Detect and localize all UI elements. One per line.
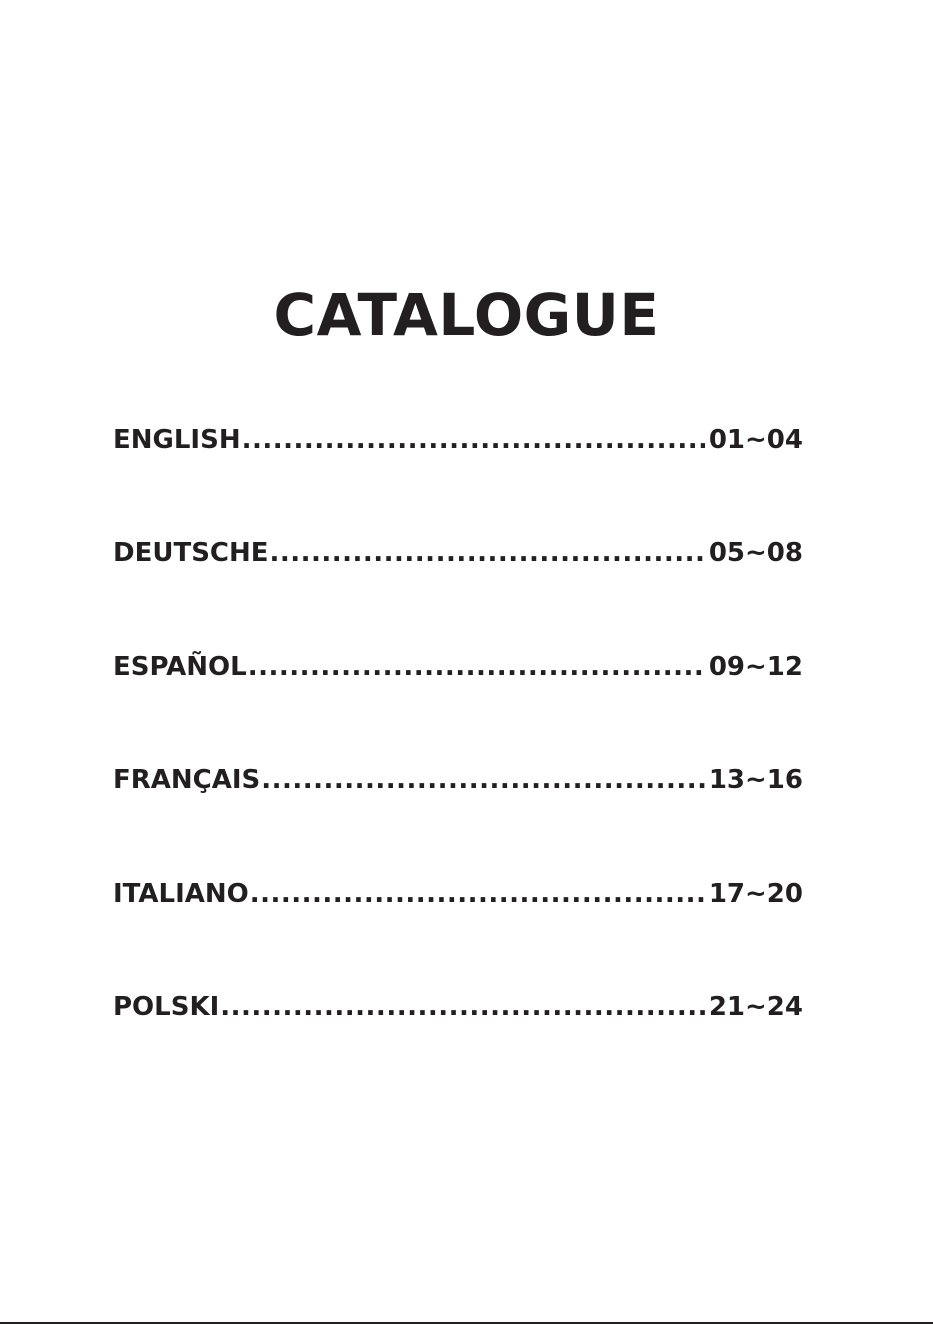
toc-entry-label: ITALIANO [113, 878, 249, 909]
toc-entry-italiano[interactable] [113, 874, 803, 987]
toc-entry-pages: 21~24 [708, 991, 803, 1022]
toc-entry-label: POLSKI [113, 991, 220, 1022]
table-of-contents [113, 420, 803, 1100]
dot-leader [220, 987, 705, 1027]
page-title: CATALOGUE [273, 281, 660, 349]
toc-entry-deutsche[interactable] [113, 533, 803, 646]
toc-entry-label: DEUTSCHE [113, 538, 269, 569]
dot-leader [248, 647, 705, 687]
toc-entry-polski[interactable] [113, 987, 803, 1100]
toc-entry-francais[interactable] [113, 760, 803, 873]
toc-entry-espanol[interactable] [113, 647, 803, 760]
toc-entry-pages: 01~04 [708, 425, 803, 455]
toc-entry-label: ENGLISH [113, 425, 241, 455]
toc-entry-label: FRANÇAIS [113, 765, 261, 796]
toc-entry-label: ESPAÑOL [113, 651, 247, 682]
dot-leader [261, 760, 705, 800]
toc-entry-english[interactable] [113, 420, 803, 533]
toc-entry-pages: 13~16 [708, 765, 803, 796]
toc-entry-pages: 17~20 [708, 878, 803, 909]
dot-leader [242, 420, 705, 460]
dot-leader [270, 533, 705, 573]
toc-entry-pages: 05~08 [708, 538, 803, 569]
dot-leader [250, 874, 705, 914]
toc-entry-pages: 09~12 [708, 651, 803, 682]
